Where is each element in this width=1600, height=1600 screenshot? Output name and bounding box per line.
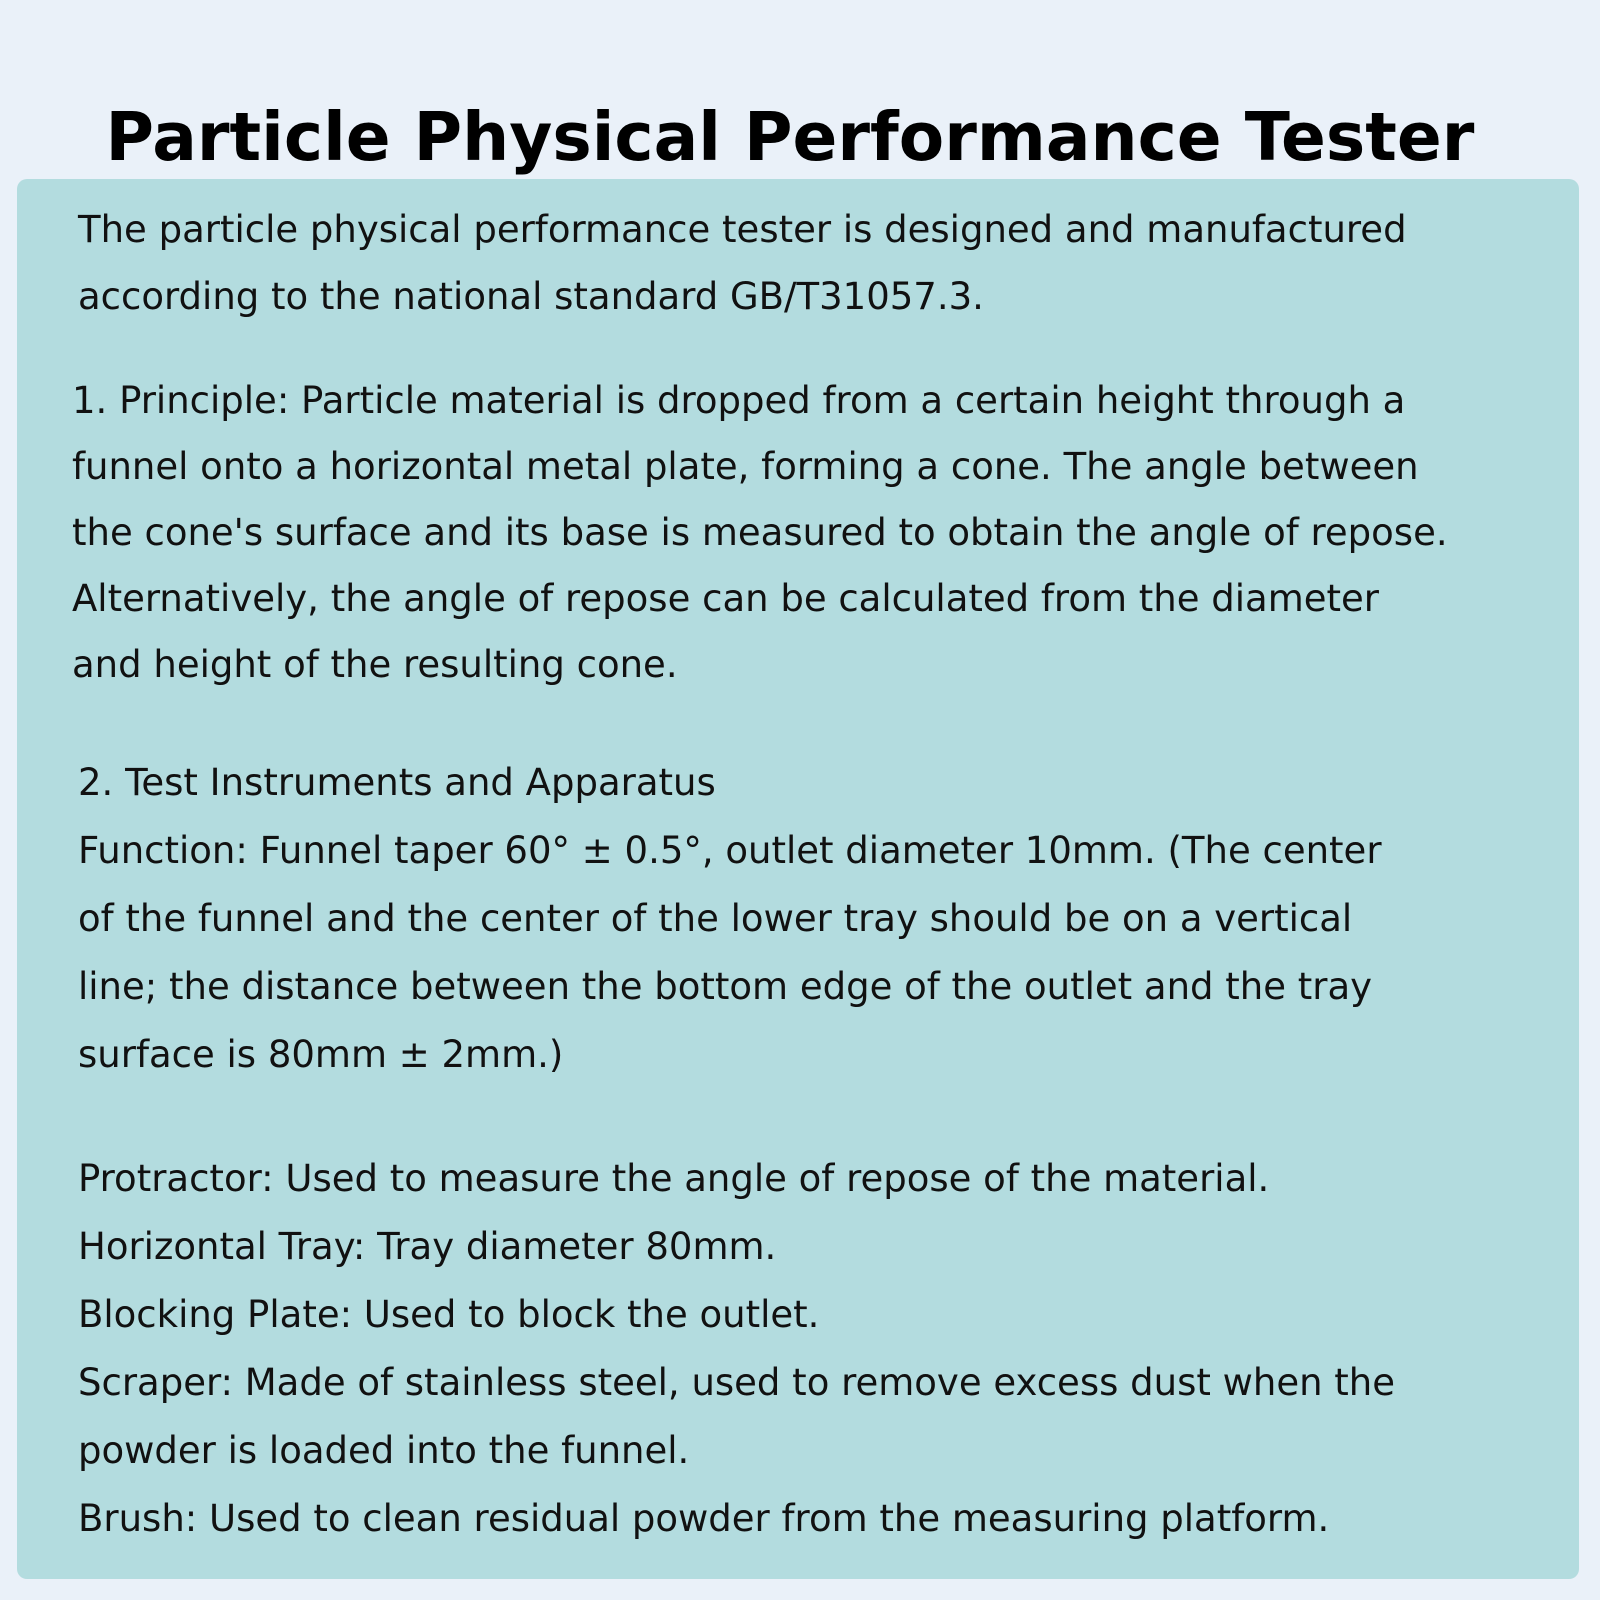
principle-line: funnel onto a horizontal metal plate, forming a cone. The angle between (72, 445, 1419, 488)
apparatus-item-scraper-cont: powder is loaded into the funnel. (78, 1429, 690, 1472)
principle-line: Alternatively, the angle of repose can be calculated from the diameter (72, 577, 1379, 620)
function-line: line; the distance between the bottom edge of the outlet and the tray (78, 965, 1373, 1008)
apparatus-item-horizontal-tray: Horizontal Tray: Tray diameter 80mm. (78, 1225, 777, 1268)
intro-line: The particle physical performance tester is designed and manufactured (78, 208, 1407, 251)
principle-paragraph (72, 368, 1448, 698)
function-line: of the funnel and the center of the lower tray should be on a vertical (78, 897, 1353, 940)
intro-line: according to the national standard GB/T31057.3. (78, 275, 984, 318)
apparatus-item-blocking-plate: Blocking Plate: Used to block the outlet. (78, 1293, 820, 1336)
apparatus-list (78, 1145, 1395, 1553)
apparatus-item-protractor: Protractor: Used to measure the angle of repose of the material. (78, 1157, 1270, 1200)
page-title: Particle Physical Performance Tester (105, 97, 1475, 176)
principle-line: and height of the resulting cone. (72, 643, 678, 686)
apparatus-item-scraper: Scraper: Made of stainless steel, used to remove excess dust when the (78, 1361, 1396, 1404)
apparatus-item-brush: Brush: Used to clean residual powder from the measuring platform. (78, 1497, 1330, 1540)
intro-paragraph (78, 196, 1407, 330)
principle-line: 1. Principle: Particle material is dropped from a certain height through a (72, 379, 1406, 422)
principle-line: the cone's surface and its base is measured to obtain the angle of repose. (72, 511, 1448, 554)
function-line: Function: Funnel taper 60° ± 0.5°, outlet diameter 10mm. (The center (78, 829, 1382, 872)
instruments-section (78, 749, 1382, 1089)
function-line: surface is 80mm ± 2mm.) (78, 1033, 564, 1076)
instruments-heading: 2. Test Instruments and Apparatus (78, 761, 716, 804)
